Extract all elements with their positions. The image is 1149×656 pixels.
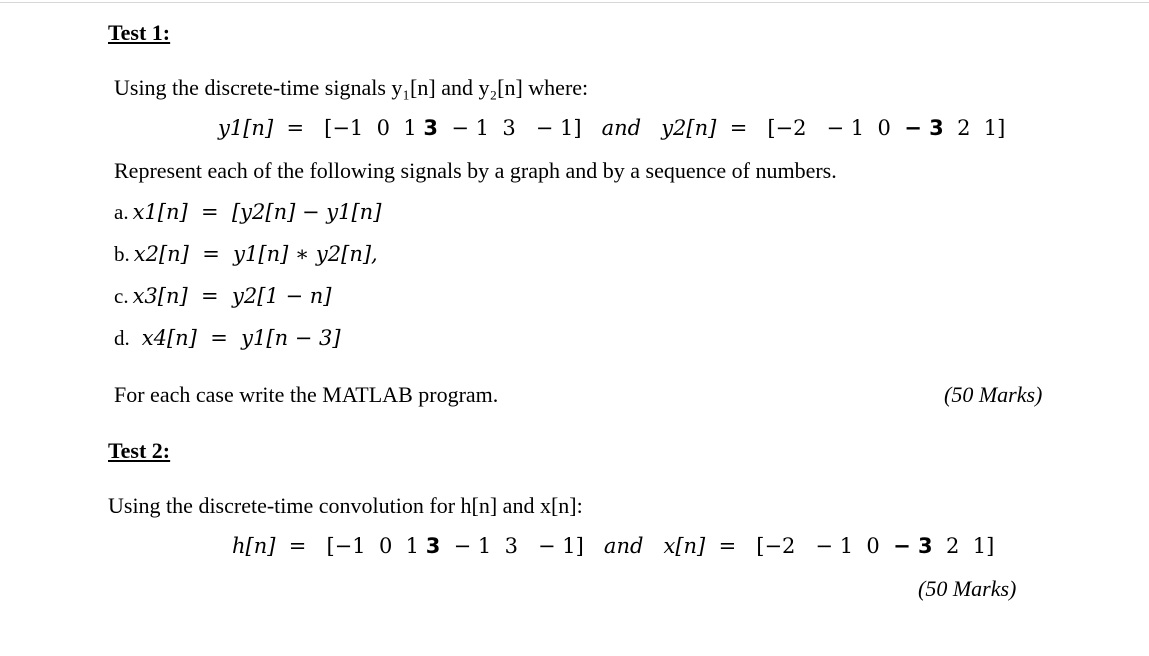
and-word: and [601, 116, 642, 140]
item-d-expression: x4[n] = y1[n − 3] [141, 326, 341, 350]
y2-values-bold: − 3 [904, 116, 944, 140]
test1-heading: Test 1: [108, 20, 171, 45]
x-values-bold: − 3 [893, 534, 933, 558]
item-b-expression: x2[n] = y1[n] ∗ y2[n], [133, 242, 378, 266]
h-values-end: − 1 3 − 1] [440, 534, 584, 558]
y1-values-start: [−1 0 1 [324, 116, 424, 140]
test1-intro: Using the discrete-time signals y₁[n] and y₂[n] where: [114, 75, 589, 100]
item-c [114, 284, 331, 309]
item-d-label: d. [114, 326, 130, 350]
item-d [114, 326, 341, 351]
y2-values-end: 2 1] [943, 116, 1006, 140]
test1-marks: (50 Marks) [944, 382, 1043, 407]
y1-values-end: − 1 3 − 1] [438, 116, 582, 140]
item-b-label: b. [114, 242, 130, 266]
item-c-expression: x3[n] = y2[1 − n] [132, 284, 332, 308]
x-lhs: x[n] [663, 534, 706, 558]
y2-lhs: y2[n] [661, 116, 717, 140]
y1-values-bold: 3 [423, 116, 439, 140]
test2-intro: Using the discrete-time convolution for h[n] and x[n]: [108, 493, 583, 518]
item-a-label: a. [114, 200, 129, 224]
item-a [114, 200, 381, 225]
item-b [114, 242, 378, 267]
y1-lhs: y1[n] [218, 116, 274, 140]
x-values-end: 2 1] [932, 534, 995, 558]
test1-signal-equation: y1[n] = [−1 0 1 3 − 1 3 − 1] and y2[n] = [−2 − 1 0 − 3 2 1] [218, 116, 1006, 140]
test1-instruction: Represent each of the following signals by a graph and by a sequence of numbers. [114, 158, 837, 183]
test2-signal-equation: h[n] = [−1 0 1 3 − 1 3 − 1] and x[n] = [−2 − 1 0 − 3 2 1] [232, 534, 995, 558]
h-values-start: [−1 0 1 [326, 534, 426, 558]
and-word-2: and [603, 534, 644, 558]
h-values-bold: 3 [425, 534, 441, 558]
top-divider [0, 2, 1149, 3]
test2-marks: (50 Marks) [918, 576, 1017, 601]
x-values-start: [−2 − 1 0 [756, 534, 894, 558]
h-lhs: h[n] [232, 534, 276, 558]
test2-heading: Test 2: [108, 438, 171, 463]
test1-matlab-instruction: For each case write the MATLAB program. [114, 382, 499, 407]
item-c-label: c. [114, 284, 129, 308]
y2-values-start: [−2 − 1 0 [767, 116, 905, 140]
item-a-expression: x1[n] = [y2[n] − y1[n] [132, 200, 382, 224]
